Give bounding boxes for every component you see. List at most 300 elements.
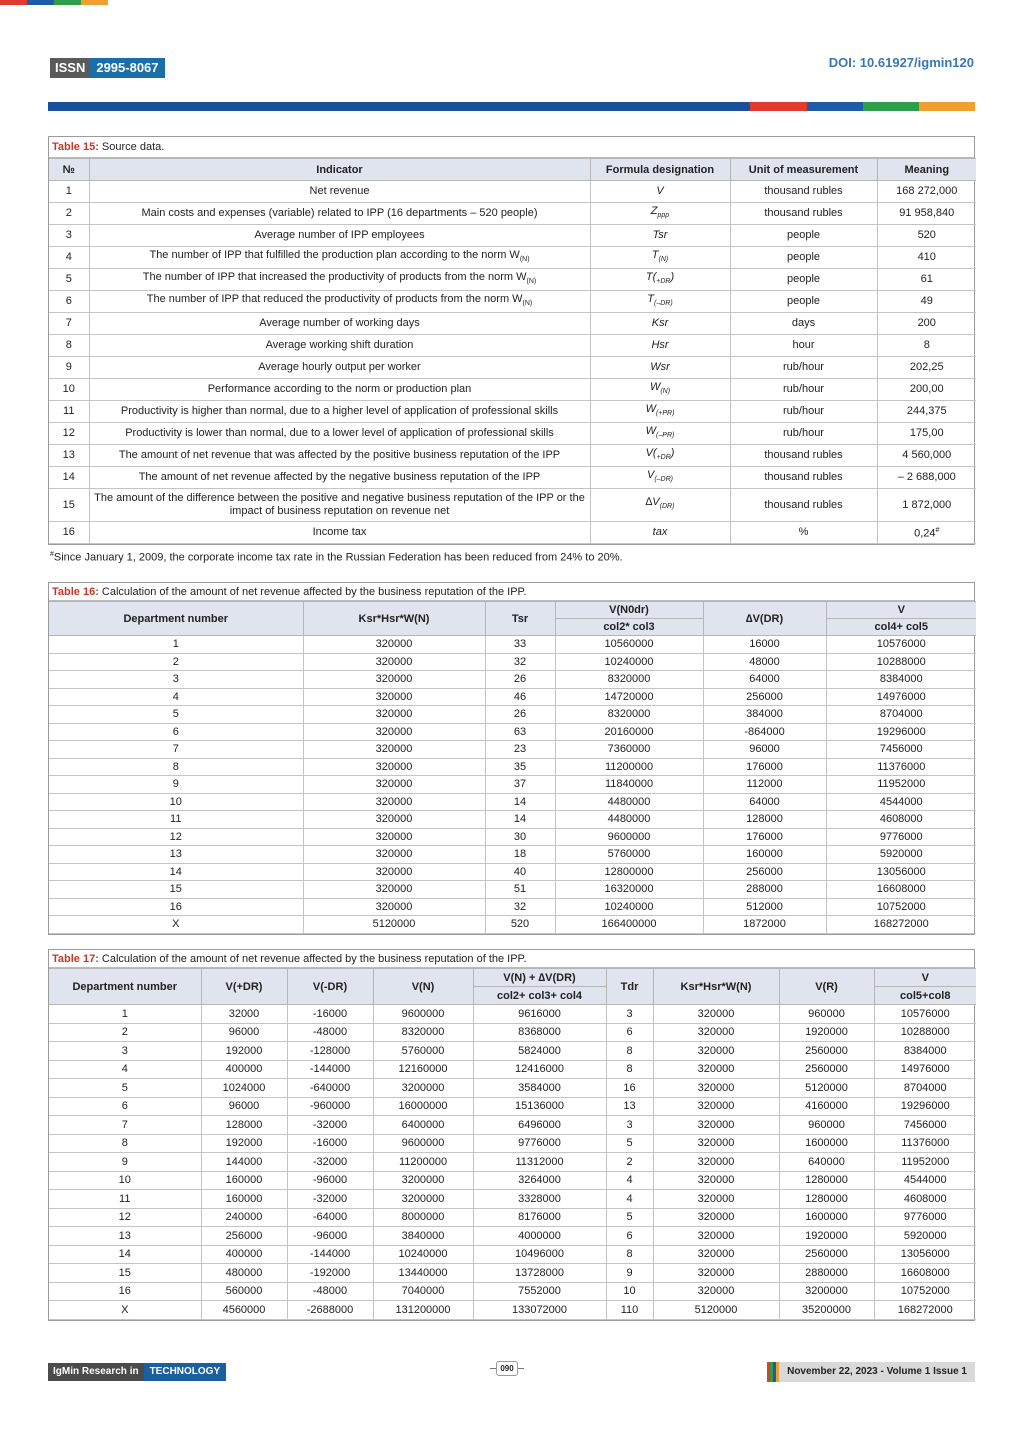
table-row [49,467,976,489]
table-cell: 16 [49,1282,201,1301]
table-cell: 16000 [703,636,826,654]
table-row [49,1153,976,1172]
table-cell: 10752000 [874,1282,976,1301]
col-header: Meaning [877,159,976,181]
value-text: 91 958,840 [899,207,955,219]
value-text: 244,375 [906,405,947,417]
col-header: V(R) [779,969,874,1005]
table-cell: 20160000 [555,723,703,741]
indicator-text: Main costs and expenses (variable) related to IPP (16 departments – 520 people) [141,207,538,219]
formula-cell [590,445,730,467]
table-cell: 11200000 [555,758,703,776]
unit-cell: rub/hour [730,379,877,401]
table-cell: 10 [49,1171,201,1190]
table-row [49,723,976,741]
table-cell: 320000 [653,1134,779,1153]
table-row [49,1245,976,1264]
table-cell: 9600000 [373,1134,473,1153]
table-cell: 166400000 [555,916,703,934]
table-cell: 15 [49,881,303,899]
table-title: Calculation of the amount of net revenue affected by the business reputation of the IPP. [98,953,527,965]
table-row [49,863,976,881]
journal-badge [48,1363,226,1381]
table-cell: 11840000 [555,776,703,794]
formula-symbol: T( [645,270,657,283]
table-row [49,1079,976,1098]
table-cell: -96000 [287,1171,373,1190]
table-title: Source data. [98,141,165,153]
table-cell: 10752000 [826,898,976,916]
table-cell: 2 [606,1153,653,1172]
table-row [49,445,976,467]
formula-cell [590,291,730,313]
table-cell: 1600000 [779,1208,874,1227]
table-cell: 6496000 [473,1116,606,1135]
table-cell: 6 [49,1097,201,1116]
unit-cell: people [730,291,877,313]
table-cell: 320000 [653,1042,779,1061]
table-cell: 160000 [201,1171,287,1190]
indicator-text: Productivity is higher than normal, due to a higher level of application of professional skills [120,405,559,417]
indicator-cell [89,335,590,357]
table-cell: 10240000 [373,1245,473,1264]
table-cell: -16000 [287,1005,373,1024]
formula-symbol: W [645,402,656,415]
table-cell: 5 [49,706,303,724]
table-row [49,203,976,225]
table-cell: 7456000 [826,741,976,759]
formula-cell [590,467,730,489]
row-number: 3 [49,225,89,247]
table-row [49,423,976,445]
table-row [49,1116,976,1135]
table-row [49,181,976,203]
formula-symbol: Z [650,204,658,217]
table-cell: 48000 [703,653,826,671]
table-cell: 168272000 [874,1301,976,1320]
table-cell: 960000 [779,1116,874,1135]
table-cell: 10576000 [826,636,976,654]
table-cell: -640000 [287,1079,373,1098]
row-number: 10 [49,379,89,401]
formula-close: ) [670,270,675,283]
col-header: V(+DR) [201,969,287,1005]
formula-symbol: V( [645,446,657,459]
table-cell: 9776000 [826,828,976,846]
table-label: Table 15: [52,141,99,153]
table-cell: 1600000 [779,1134,874,1153]
table-cell: 5760000 [373,1042,473,1061]
formula-close: ) [670,446,675,459]
formula-cell [590,401,730,423]
table-cell: 16320000 [555,881,703,899]
table-cell: 3584000 [473,1079,606,1098]
row-number: 8 [49,335,89,357]
table-cell: 256000 [703,863,826,881]
table-cell: 19296000 [826,723,976,741]
col-subheader: col4+ col5 [826,619,976,636]
table-cell: 1 [49,1005,201,1024]
unit-cell: rub/hour [730,357,877,379]
indicator-text: The number of IPP that increased the productivity of products from the norm W [142,270,527,283]
table-row [49,489,976,522]
table-cell: 320000 [303,881,485,899]
table-row [49,269,976,291]
table-cell: 12 [49,828,303,846]
indicator-cell [89,291,590,313]
indicator-cell [89,445,590,467]
table-row [49,811,976,829]
table-cell: 1024000 [201,1079,287,1098]
unit-cell: hour [730,335,877,357]
formula-symbol: V [646,468,655,481]
table-cell: 40 [485,863,555,881]
table-cell: 11952000 [826,776,976,794]
value-cell [877,522,976,544]
table-cell: 320000 [653,1190,779,1209]
table-cell: 2560000 [779,1042,874,1061]
unit-cell: thousand rubles [730,181,877,203]
table-row [49,1134,976,1153]
formula-sub: (–PR) [656,432,675,440]
table-row [49,916,976,934]
table-cell: 520 [485,916,555,934]
indicator-text: Performance according to the norm or production plan [207,383,472,395]
table-row [49,706,976,724]
table-cell: 8 [49,1134,201,1153]
table-row [49,688,976,706]
table-cell: 168272000 [826,916,976,934]
unit-cell: thousand rubles [730,203,877,225]
table-cell: 8384000 [826,671,976,689]
table-cell: 13 [606,1097,653,1116]
table-cell: 13 [49,846,303,864]
table-cell: -144000 [287,1060,373,1079]
indicator-text: Average number of working days [259,317,420,329]
table-cell: 4 [49,688,303,706]
table-cell: X [49,916,303,934]
indicator-text: The number of IPP that reduced the productivity of products from the norm W [146,292,523,305]
value-cell [877,335,976,357]
table-cell: 16 [49,898,303,916]
table-cell: -128000 [287,1042,373,1061]
table-row [49,1005,976,1024]
table-cell: 5920000 [874,1227,976,1246]
table-cell: 4 [49,1060,201,1079]
unit-cell: thousand rubles [730,445,877,467]
table-cell: 480000 [201,1264,287,1283]
table-cell: 1280000 [779,1171,874,1190]
table-cell: 400000 [201,1060,287,1079]
table-cell: -32000 [287,1153,373,1172]
table-cell: -960000 [287,1097,373,1116]
indicator-text: The amount of net revenue affected by the negative business reputation of the IPP [138,471,541,483]
formula-sub: (–DR) [654,476,673,484]
table-cell: 35200000 [779,1301,874,1320]
table-cell: 96000 [201,1023,287,1042]
table-row [49,225,976,247]
table-cell: 9776000 [874,1208,976,1227]
table-cell: 51 [485,881,555,899]
table-footnote: #Since January 1, 2009, the corporate income tax rate in the Russian Federation has been reduced from 24% to 20%. [50,551,623,564]
table-cell: 192000 [201,1134,287,1153]
formula-sub: +DR [656,454,671,462]
indicator-sub: (N) [522,300,533,308]
table-cell: 11952000 [874,1153,976,1172]
table-cell: -48000 [287,1282,373,1301]
table-cell: 10 [606,1282,653,1301]
table-16 [48,582,975,935]
table-row [49,1060,976,1079]
value-cell [877,489,976,522]
indicator-text: Average number of IPP employees [254,229,425,241]
table-cell: -32000 [287,1190,373,1209]
unit-cell: thousand rubles [730,467,877,489]
table-cell: 32000 [201,1005,287,1024]
table-cell: 3200000 [373,1171,473,1190]
table-cell: 320000 [303,741,485,759]
col-header: Tdr [606,969,653,1005]
value-cell [877,445,976,467]
table-cell: 7360000 [555,741,703,759]
table-cell: 11376000 [826,758,976,776]
table-cell: 7 [49,741,303,759]
unit-cell: % [730,522,877,544]
value-text: 49 [920,295,933,307]
indicator-text: Net revenue [309,185,370,197]
table-cell: 5920000 [826,846,976,864]
formula-sub: +DR [656,278,671,286]
table-cell: 18 [485,846,555,864]
table-cell: 112000 [703,776,826,794]
table-row [49,898,976,916]
value-text: 175,00 [909,427,944,439]
formula-symbol: T [647,292,655,305]
table-cell: -48000 [287,1023,373,1042]
value-cell [877,379,976,401]
table-cell: 10576000 [874,1005,976,1024]
doi-link[interactable]: DOI: 10.61927/igmin120 [828,55,974,70]
formula-cell [590,357,730,379]
col-header: V [826,602,976,619]
table-cell: 4480000 [555,811,703,829]
value-cell [877,225,976,247]
table-cell: 14 [485,793,555,811]
formula-sub: (N) [658,256,669,264]
indicator-cell [89,225,590,247]
table-cell: 11 [49,1190,201,1209]
table-cell: 5824000 [473,1042,606,1061]
table-cell: 288000 [703,881,826,899]
table-cell: 256000 [703,688,826,706]
row-number: 6 [49,291,89,313]
table-cell: 9 [606,1264,653,1283]
indicator-text: Average hourly output per worker [258,361,421,373]
unit-cell: people [730,269,877,291]
table-cell: 2 [49,1023,201,1042]
table-row [49,335,976,357]
journal-name: IgMin Research in [48,1363,144,1381]
indicator-cell [89,401,590,423]
table-row [49,1227,976,1246]
table-cell: 11376000 [874,1134,976,1153]
table-row [49,1190,976,1209]
table-cell: 5 [606,1208,653,1227]
table-cell: 96000 [201,1097,287,1116]
table-cell: 320000 [303,688,485,706]
table-cell: 320000 [303,671,485,689]
table-cell: 8 [606,1042,653,1061]
table-cell: 176000 [703,758,826,776]
table-cell: 133072000 [473,1301,606,1320]
formula-cell [590,269,730,291]
table-cell: 12160000 [373,1060,473,1079]
indicator-text: Average working shift duration [265,339,414,351]
col-subheader: col2* col3 [555,619,703,636]
table-cell: -64000 [287,1208,373,1227]
table-cell: 37 [485,776,555,794]
table-cell: 128000 [201,1116,287,1135]
table-cell: 8368000 [473,1023,606,1042]
table-cell: 320000 [303,758,485,776]
table-cell: 110 [606,1301,653,1320]
table-cell: 4544000 [826,793,976,811]
indicator-sub: (N) [526,278,537,286]
issn-value: 2995-8067 [90,58,164,78]
table-cell: 8320000 [555,706,703,724]
indicator-text: Productivity is lower than normal, due to a lower level of application of professional skills [125,427,554,439]
table-cell: 11312000 [473,1153,606,1172]
table-cell: -144000 [287,1245,373,1264]
table-cell: 1920000 [779,1227,874,1246]
table-cell: 320000 [653,1264,779,1283]
table-row [49,247,976,269]
issn-label: ISSN [50,58,90,78]
table-cell: 12 [49,1208,201,1227]
table-cell: 35 [485,758,555,776]
table-cell: -96000 [287,1227,373,1246]
table-cell: 8000000 [373,1208,473,1227]
table-cell: X [49,1301,201,1320]
table-cell: 8 [606,1245,653,1264]
table-cell: 5120000 [779,1079,874,1098]
table-cell: 46 [485,688,555,706]
formula-symbol: Tsr [652,229,668,241]
table-caption [49,137,974,158]
col-header: Tsr [485,602,555,636]
table-cell: 5760000 [555,846,703,864]
table-cell: 3264000 [473,1171,606,1190]
formula-symbol: ∆V [645,496,660,509]
table-cell: 320000 [303,653,485,671]
table-cell: 2880000 [779,1264,874,1283]
value-cell [877,423,976,445]
table-cell: 10240000 [555,898,703,916]
table-cell: 9 [49,1153,201,1172]
col-header: V(N0dr) [555,602,703,619]
table-cell: 1280000 [779,1190,874,1209]
table-cell: 2560000 [779,1245,874,1264]
table-row [49,758,976,776]
indicator-text: Income tax [312,526,367,538]
table-cell: 10288000 [874,1023,976,1042]
table-cell: 26 [485,671,555,689]
table-cell: 11 [49,811,303,829]
table-cell: 15136000 [473,1097,606,1116]
table-cell: 4480000 [555,793,703,811]
col-header: Unit of measurement [730,159,877,181]
table-row [49,401,976,423]
table-cell: 13440000 [373,1264,473,1283]
table-cell: 256000 [201,1227,287,1246]
formula-sub: (DR) [659,503,675,511]
table-cell: 1920000 [779,1023,874,1042]
value-text: 4 560,000 [902,449,952,461]
formula-symbol: T [651,248,659,261]
table-cell: 160000 [201,1190,287,1209]
table-cell: 4560000 [201,1301,287,1320]
indicator-sub: (N) [519,256,530,264]
table-cell: 8 [49,758,303,776]
table-caption [49,583,974,601]
value-text: 200 [917,317,936,329]
table-cell: 15 [49,1264,201,1283]
table-row [49,776,976,794]
table-cell: 64000 [703,671,826,689]
table-cell: 3200000 [373,1079,473,1098]
formula-symbol: W [649,380,661,393]
table-cell: 400000 [201,1245,287,1264]
col-header: Ksr*Hsr*W(N) [653,969,779,1005]
table-cell: 63 [485,723,555,741]
table-cell: 3 [606,1116,653,1135]
value-text: 8 [923,339,930,351]
row-number: 16 [49,522,89,544]
table-cell: 3840000 [373,1227,473,1246]
value-cell [877,181,976,203]
table-row [49,1208,976,1227]
table-cell: 3200000 [373,1190,473,1209]
table-cell: 4 [606,1190,653,1209]
table-title: Calculation of the amount of net revenue affected by the business reputation of the IPP. [98,586,527,598]
table-cell: 12800000 [555,863,703,881]
formula-cell [590,379,730,401]
table-cell: 8176000 [473,1208,606,1227]
value-text: 520 [917,229,936,241]
table-row [49,846,976,864]
row-number: 5 [49,269,89,291]
table-cell: 160000 [703,846,826,864]
formula-symbol: V [656,185,664,197]
indicator-text: The amount of net revenue that was affected by the positive business reputation of the IPP [118,449,561,461]
col-header: Department number [49,969,201,1005]
table-cell: 7 [49,1116,201,1135]
table-cell: 9776000 [473,1134,606,1153]
table-cell: -2688000 [287,1301,373,1320]
unit-cell: people [730,225,877,247]
table-cell: 144000 [201,1153,287,1172]
top-color-bars [0,0,110,5]
table-cell: 192000 [201,1042,287,1061]
unit-cell: rub/hour [730,401,877,423]
formula-cell [590,313,730,335]
table-cell: 320000 [653,1282,779,1301]
issn-badge [50,58,165,78]
footnote-text: Since January 1, 2009, the corporate income tax rate in the Russian Federation has been reduced from 24% to 20%. [53,551,623,564]
table-cell: 4544000 [874,1171,976,1190]
table-row [49,1264,976,1283]
header-rule [48,102,975,111]
